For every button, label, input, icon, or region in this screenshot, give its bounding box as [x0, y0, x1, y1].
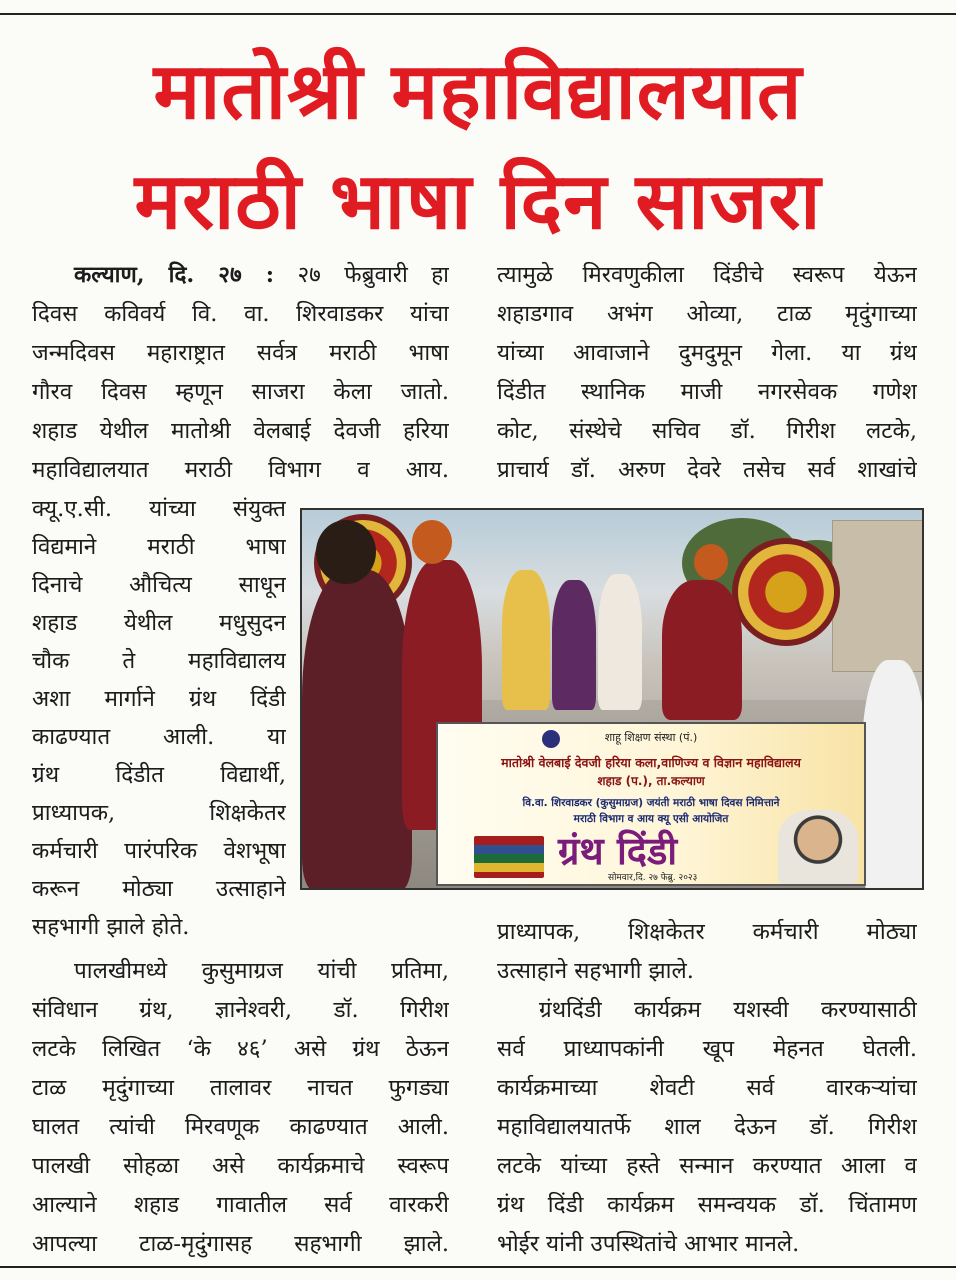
column1-narrow-line: काढण्यात आली. या	[32, 724, 286, 750]
column1-narrow-line: दिनाचे औचित्य साधून	[32, 572, 286, 598]
column2-line: त्यामुळे मिरवणुकीला दिंडीचे स्वरूप येऊन	[497, 262, 917, 288]
column2-line: यांच्या आवाजाने दुमदुमून गेला. या ग्रंथ	[497, 340, 917, 366]
books-icon	[474, 836, 544, 878]
bottom-rule	[0, 1266, 956, 1268]
column2-bottom-line: महाविद्यालयातर्फे शाल देऊन डॉ. गिरीश	[497, 1114, 917, 1140]
column1-bottom-line: पालखी सोहळा असे कार्यक्रमाचे स्वरूप	[32, 1153, 449, 1179]
column2-bottom-line: सर्व प्राध्यापकांनी खूप मेहनत घेतली.	[497, 1036, 917, 1062]
column1-narrow-line: प्राध्यापक, शिक्षकेतर	[32, 800, 286, 826]
column1-narrow-line: ग्रंथ दिंडीत विद्यार्थी,	[32, 762, 286, 788]
column1-bottom-line: आपल्या टाळ-मृदुंगासह सहभागी झाले.	[32, 1231, 449, 1257]
participant-figure	[598, 574, 642, 710]
banner-organisation: शाहू शिक्षण संस्था (पं.)	[604, 731, 698, 744]
student-head	[316, 520, 376, 584]
student-head	[694, 544, 728, 580]
participant-figure	[552, 580, 596, 710]
column1-line: गौरव दिवस म्हणून साजरा केला जातो.	[32, 379, 449, 405]
column2-line: कोट, संस्थेचे सचिव डॉ. गिरीश लटके,	[497, 418, 917, 444]
column2-bottom-line: भोईर यांनी उपस्थितांचे आभार मानले.	[497, 1231, 800, 1257]
column1-bottom-line: टाळ मृदुंगाच्या तालावर नाचत फुगड्या	[32, 1075, 449, 1101]
granth-dindi-banner	[436, 722, 866, 886]
kusumagraj-portrait	[778, 810, 858, 884]
column1-line-1	[32, 256, 449, 296]
column2-bottom-line: ग्रंथदिंडी कार्यक्रम यशस्वी करण्यासाठी	[539, 997, 917, 1023]
building	[832, 520, 924, 672]
column2-bottom-line: लटके यांच्या हस्ते सन्मान करण्यात आला व	[497, 1153, 917, 1179]
column1-narrow-line: विद्यमाने मराठी भाषा	[32, 534, 286, 560]
headline-line-2: मराठी भाषा दिन साजरा	[134, 157, 822, 247]
column1-narrow-line: करून मोठ्या उत्साहाने	[32, 876, 286, 902]
student-head	[412, 520, 452, 564]
student-figure	[662, 580, 742, 720]
column2-bottom-line: ग्रंथ दिंडी कार्यक्रम समन्वयक डॉ. चिंतामण	[497, 1192, 917, 1218]
top-rule	[0, 13, 956, 15]
column1-narrow-line: सहभागी झाले होते.	[32, 914, 190, 940]
column1-bottom-line: आल्याने शहाड गावातील सर्व वारकरी	[32, 1192, 449, 1218]
banner-title: ग्रंथ दिंडी	[558, 828, 678, 873]
participant-figure	[502, 570, 550, 710]
banner-occasion: वि.वा. शिरवाडकर (कुसुमाग्रज) जयंती मराठी भाषा दिवस निमित्ताने	[522, 797, 780, 809]
procession-photo	[300, 508, 924, 890]
banner-college: मातोश्री वेलबाई देवजी हरिया कला,वाणिज्य व विज्ञान महाविद्यालय	[501, 755, 801, 770]
column1-narrow-line: शहाड येथील मधुसुदन	[32, 610, 286, 636]
column1-bottom-line: लटके लिखित ‘के ४६’ असे ग्रंथ ठेऊन	[32, 1036, 449, 1062]
column2-bottom-line: कार्यक्रमाच्या शेवटी सर्व वारकऱ्यांचा	[497, 1075, 917, 1101]
column2-bottom-line: उत्साहाने सहभागी झाले.	[497, 958, 694, 984]
column2-line: शहाडगाव अभंग ओव्या, टाळ मृदुंगाच्या	[497, 301, 917, 327]
column2-line: प्राचार्य डॉ. अरुण देवरे तसेच सर्व शाखांचे	[497, 457, 917, 483]
headline-line-1: मातोश्री महाविद्यालयात	[153, 47, 803, 137]
column1-narrow-line: चौक ते महाविद्यालय	[32, 648, 286, 674]
banner-date: सोमवार,दि. २७ फेब्रु. २०२३	[608, 873, 698, 883]
column1-narrow-line: अशा मार्गाने ग्रंथ दिंडी	[32, 686, 286, 712]
column1-line: महाविद्यालयात मराठी विभाग व आय.	[32, 457, 449, 483]
column1-narrow-line: कर्मचारी पारंपरिक वेशभूषा	[32, 838, 286, 864]
column1-bottom-line: पालखीमध्ये कुसुमाग्रज यांची प्रतिमा,	[74, 958, 449, 984]
column2-bottom-line: प्राध्यापक, शिक्षकेतर कर्मचारी मोठ्या	[497, 919, 917, 945]
banner-place: शहाड (प.), ता.कल्याण	[597, 774, 705, 788]
column1-line: दिवस कविवर्य वि. वा. शिरवाडकर यांचा	[32, 301, 449, 327]
ceremonial-umbrella	[732, 538, 840, 646]
participant-figure	[862, 660, 924, 890]
column2-line: दिंडीत स्थानिक माजी नगरसेवक गणेश	[497, 379, 917, 405]
column1-bottom-line: संविधान ग्रंथ, ज्ञानेश्वरी, डॉ. गिरीश	[32, 997, 449, 1023]
column1-narrow-line: क्यू.ए.सी. यांच्या संयुक्त	[32, 496, 286, 522]
banner-organiser: मराठी विभाग व आय क्यू एसी आयोजित	[573, 813, 729, 825]
column1-line: जन्मदिवस महाराष्ट्रात सर्वत्र मराठी भाषा	[32, 340, 449, 366]
student-figure	[302, 570, 412, 890]
column1-bottom-line: घालत त्यांची मिरवणूक काढण्यात आली.	[32, 1114, 449, 1140]
dateline: कल्याण, दि. २७ :	[74, 262, 275, 288]
column1-line-1-text: २७ फेब्रुवारी हा	[297, 262, 449, 288]
column1-line: शहाड येथील मातोश्री वेलबाई देवजी हरिया	[32, 418, 449, 444]
